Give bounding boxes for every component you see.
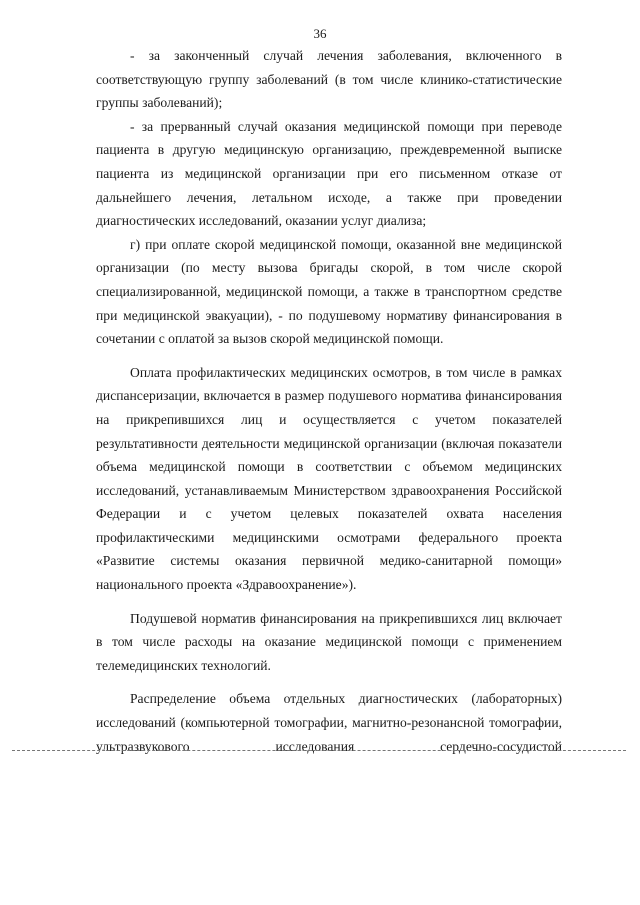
page-footer-rule [12,750,626,751]
paragraph-preventive-exams: Оплата профилактических медицинских осмотров, в том числе в рамках диспансеризации, включается в размер подушевого норматива финансирования на прикрепившихся лиц и осуществляется с учетом показателей результативности деятельности медицинской организации (включая показатели объема медицинской помощи в соответствии с объемом медицинских исследований, устанавливаемым Министерством здравоохранения Российской Федерации и с учетом целевых показателей охвата населения профилактическими медицинскими осмотрами федерального проекта «Развитие системы оказания первичной медико-санитарной помощи» национального проекта «Здравоохранение»). [96,364,562,593]
paragraph-interrupted-case: - за прерванный случай оказания медицинской помощи при переводе пациента в другую медицинскую организацию, преждевременной выписке пациента из медицинской организации при его письменном отказе от дальнейшего лечения, летальном исходе, а также при проведении диагностических исследований, оказании услуг диализа; [96,118,562,229]
page-number: 36 [313,26,327,41]
paragraph-diagnostic-distribution: Распределение объема отдельных диагностических (лабораторных) исследований (компьютерной томографии, магнитно-резонансной томографии, ультразвукового исследования сердечно-сосудистой [96,691,562,754]
document-body [96,44,562,758]
paragraph-completed-case: - за законченный случай лечения заболевания, включенного в соответствующую группу заболеваний (в том числе клинико-статистические группы заболеваний); [96,48,562,111]
paragraph-per-capita-norm: Подушевой норматив финансирования на прикрепившихся лиц включает в том числе расходы на оказание медицинской помощи с применением телемедицинских технологий. [96,610,562,673]
paragraph-ambulance-payment: г) при оплате скорой медицинской помощи, оказанной вне медицинской организации (по месту вызова бригады скорой, в том числе скорой специализированной, медицинской помощи, а также в транспортном средстве при медицинской эвакуации), - по подушевому нормативу финансирования в сочетании с оплатой за вызов скорой медицинской помощи. [96,236,562,347]
